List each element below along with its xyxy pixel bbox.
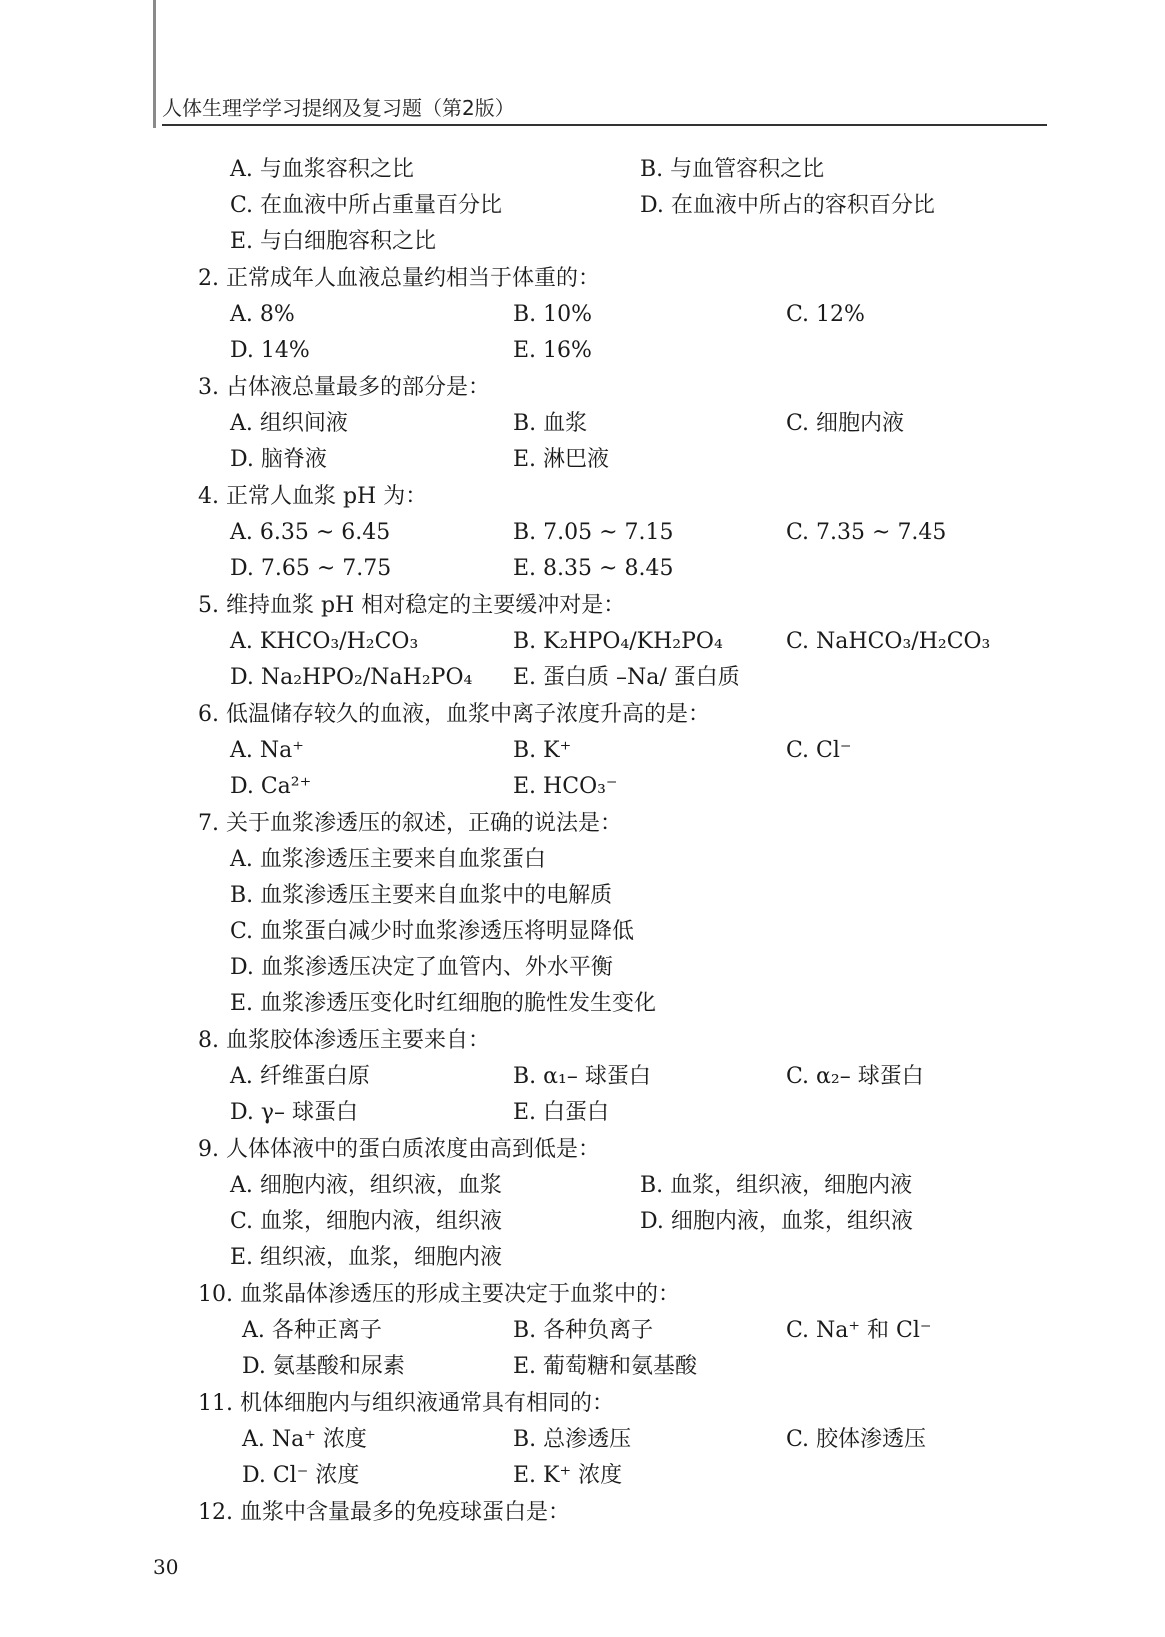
answer-option: C. NaHCO₃/H₂CO₃ (786, 629, 991, 654)
answer-option: D. 血浆渗透压决定了血管内、外水平衡 (230, 955, 613, 980)
question-stem: 6. 低温储存较久的血液，血浆中离子浓度升高的是： (198, 702, 710, 727)
answer-option: B. 血浆，组织液，细胞内液 (640, 1173, 913, 1198)
answer-option: B. 总渗透压 (513, 1427, 632, 1452)
answer-option: C. 血浆，细胞内液，组织液 (230, 1209, 503, 1234)
answer-option: C. Na⁺ 和 Cl⁻ (786, 1318, 932, 1343)
running-header-title: 人体生理学学习提纲及复习题（第2版） (162, 96, 515, 120)
answer-option: C. 7.35 ~ 7.45 (786, 520, 947, 545)
answer-option: A. 与血浆容积之比 (230, 157, 414, 182)
answer-option: E. 8.35 ~ 8.45 (513, 556, 674, 581)
answer-option: D. 14% (230, 338, 310, 363)
page-number: 30 (153, 1555, 179, 1579)
question-stem: 9. 人体体液中的蛋白质浓度由高到低是： (198, 1137, 600, 1162)
answer-option: A. Na⁺ 浓度 (242, 1427, 367, 1452)
answer-option: E. 血浆渗透压变化时红细胞的脆性发生变化 (230, 991, 657, 1016)
answer-option: A. 6.35 ~ 6.45 (230, 520, 391, 545)
answer-option: E. 淋巴液 (513, 447, 610, 472)
question-stem: 4. 正常人血浆 pH 为： (198, 484, 428, 509)
header-rule (162, 124, 1047, 126)
answer-option: A. Na⁺ (230, 738, 304, 763)
answer-option: C. 12% (786, 302, 865, 327)
answer-option: B. 各种负离子 (513, 1318, 654, 1343)
question-stem: 11. 机体细胞内与组织液通常具有相同的： (198, 1391, 614, 1416)
answer-option: A. 细胞内液，组织液，血浆 (230, 1173, 502, 1198)
answer-option: B. α₁– 球蛋白 (513, 1064, 651, 1089)
answer-option: D. 氨基酸和尿素 (242, 1354, 405, 1379)
answer-option: E. 与白细胞容积之比 (230, 229, 437, 254)
answer-option: E. 16% (513, 338, 592, 363)
question-stem: 10. 血浆晶体渗透压的形成主要决定于血浆中的： (198, 1282, 680, 1307)
answer-option: D. γ– 球蛋白 (230, 1100, 358, 1125)
answer-option: C. Cl⁻ (786, 738, 852, 763)
answer-option: C. 胶体渗透压 (786, 1427, 927, 1452)
answer-option: A. 各种正离子 (242, 1318, 382, 1343)
answer-option: D. Na₂HPO₂/NaH₂PO₄ (230, 665, 473, 690)
answer-option: D. Cl⁻ 浓度 (242, 1463, 360, 1488)
question-stem: 2. 正常成年人血液总量约相当于体重的： (198, 266, 600, 291)
answer-option: A. 组织间液 (230, 411, 348, 436)
answer-option: C. α₂– 球蛋白 (786, 1064, 924, 1089)
answer-option: D. 在血液中所占的容积百分比 (640, 193, 935, 218)
question-stem: 7. 关于血浆渗透压的叙述，正确的说法是： (198, 811, 622, 836)
answer-option: D. 细胞内液，血浆，组织液 (640, 1209, 913, 1234)
answer-option: B. 10% (513, 302, 593, 327)
answer-option: C. 细胞内液 (786, 411, 905, 436)
answer-option: B. 与血管容积之比 (640, 157, 825, 182)
answer-option: A. KHCO₃/H₂CO₃ (230, 629, 419, 654)
answer-option: C. 血浆蛋白减少时血浆渗透压将明显降低 (230, 919, 635, 944)
question-stem: 8. 血浆胶体渗透压主要来自： (198, 1028, 490, 1053)
answer-option: E. 蛋白质 –Na/ 蛋白质 (513, 665, 740, 690)
answer-option: E. 组织液，血浆，细胞内液 (230, 1245, 503, 1270)
header-vertical-bar (153, 0, 156, 128)
answer-option: B. 血浆渗透压主要来自血浆中的电解质 (230, 883, 613, 908)
answer-option: B. K⁺ (513, 738, 572, 763)
question-stem: 5. 维持血浆 pH 相对稳定的主要缓冲对是： (198, 593, 626, 618)
answer-option: D. 7.65 ~ 7.75 (230, 556, 392, 581)
answer-option: B. K₂HPO₄/KH₂PO₄ (513, 629, 723, 654)
answer-option: E. 葡萄糖和氨基酸 (513, 1354, 698, 1379)
answer-option: C. 在血液中所占重量百分比 (230, 193, 503, 218)
answer-option: A. 血浆渗透压主要来自血浆蛋白 (230, 847, 546, 872)
answer-option: E. HCO₃⁻ (513, 774, 618, 799)
answer-option: D. 脑脊液 (230, 447, 327, 472)
answer-option: D. Ca²⁺ (230, 774, 312, 799)
answer-option: A. 纤维蛋白原 (230, 1064, 370, 1089)
question-stem: 12. 血浆中含量最多的免疫球蛋白是： (198, 1500, 570, 1525)
answer-option: E. K⁺ 浓度 (513, 1463, 623, 1488)
answer-option: E. 白蛋白 (513, 1100, 610, 1125)
answer-option: B. 7.05 ~ 7.15 (513, 520, 674, 545)
answer-option: A. 8% (230, 302, 295, 327)
question-stem: 3. 占体液总量最多的部分是： (198, 375, 490, 400)
answer-option: B. 血浆 (513, 411, 588, 436)
